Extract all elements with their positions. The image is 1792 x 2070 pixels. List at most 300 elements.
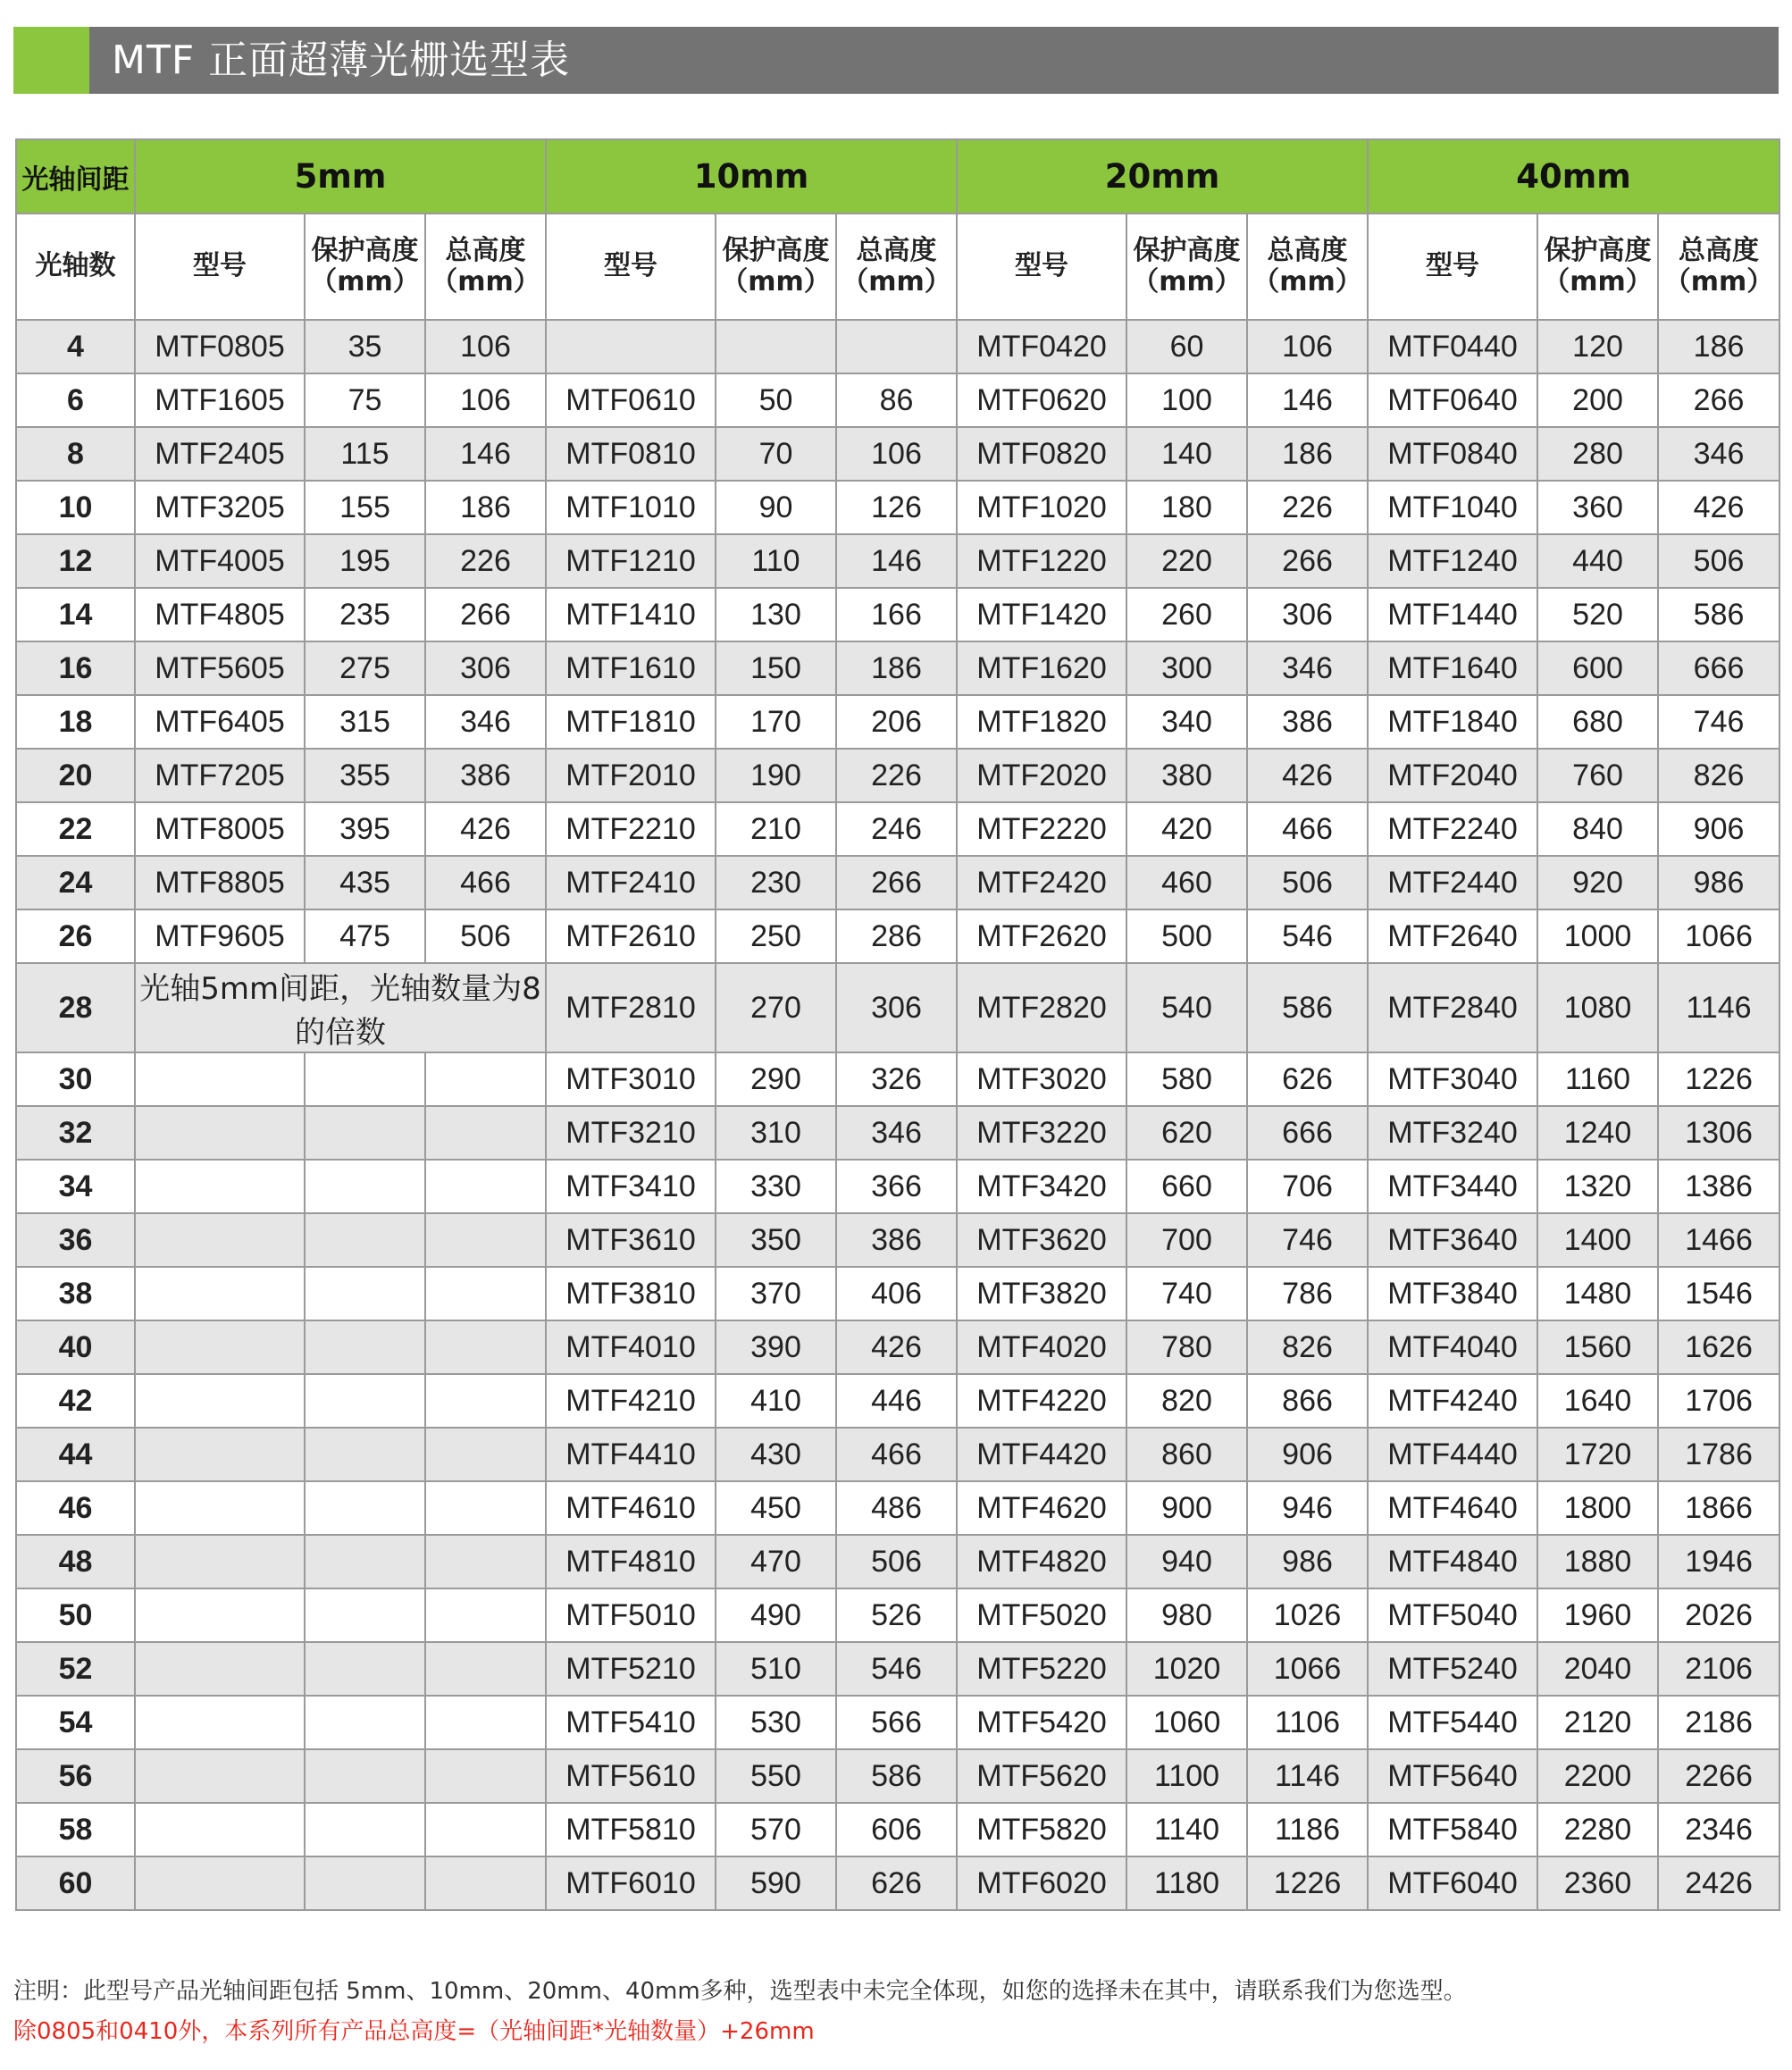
total-height-cell: 166 (836, 588, 957, 641)
total-height-cell: 666 (1658, 641, 1779, 695)
model-cell: MTF5810 (546, 1803, 716, 1856)
protection-height-cell: 260 (1126, 588, 1247, 641)
total-height-cell: 826 (1658, 749, 1779, 802)
protection-height-cell (305, 1535, 425, 1588)
model-cell: MTF1210 (546, 534, 716, 588)
header-unit: （mm） (842, 265, 951, 298)
footnote-formula: 除0805和0410外，本系列所有产品总高度=（光轴间距*光轴数量）+26mm (13, 2018, 815, 2045)
model-cell (135, 1160, 305, 1213)
model-cell: MTF2640 (1368, 909, 1537, 963)
model-cell (135, 1320, 305, 1374)
table-row (16, 534, 1779, 588)
total-height-cell (425, 1213, 546, 1267)
table-row (16, 427, 1779, 481)
model-cell (135, 1642, 305, 1696)
total-height-cell: 246 (836, 802, 957, 856)
header-unit: （mm） (310, 265, 420, 298)
total-height-cell: 1226 (1247, 1856, 1368, 1910)
total-height-column-header (836, 214, 957, 320)
axis-count-cell: 24 (16, 856, 135, 909)
model-cell: MTF2440 (1368, 856, 1537, 909)
model-cell: MTF6010 (546, 1856, 716, 1910)
total-height-cell (425, 1106, 546, 1160)
protection-height-cell: 390 (716, 1320, 836, 1374)
total-height-cell (425, 1160, 546, 1213)
total-height-cell: 1306 (1658, 1106, 1779, 1160)
table-row (16, 1428, 1779, 1481)
total-height-cell: 286 (836, 909, 957, 963)
total-height-cell (425, 1749, 546, 1803)
table-row (16, 1856, 1779, 1910)
protection-height-cell: 620 (1126, 1106, 1247, 1160)
model-cell: MTF4240 (1368, 1374, 1537, 1428)
model-cell: MTF2820 (957, 963, 1126, 1052)
total-height-cell (425, 1267, 546, 1320)
axis-count-cell: 30 (16, 1052, 135, 1106)
model-cell: MTF8805 (135, 856, 305, 909)
protection-height-cell: 1960 (1537, 1588, 1658, 1642)
protection-height-cell: 2200 (1537, 1749, 1658, 1803)
model-cell: MTF1240 (1368, 534, 1537, 588)
total-height-cell: 786 (1247, 1267, 1368, 1320)
axis-count-cell: 40 (16, 1320, 135, 1374)
total-height-cell: 266 (1658, 373, 1779, 427)
total-height-cell: 1226 (1658, 1052, 1779, 1106)
protection-height-cell: 940 (1126, 1535, 1247, 1588)
total-height-cell: 2266 (1658, 1749, 1779, 1803)
model-cell (135, 1374, 305, 1428)
model-cell: MTF1440 (1368, 588, 1537, 641)
total-height-cell: 186 (836, 641, 957, 695)
model-cell: MTF5040 (1368, 1588, 1537, 1642)
spacing-5mm-header: 5mm (135, 139, 546, 214)
protection-height-column-header (305, 214, 425, 320)
protection-height-cell: 1640 (1537, 1374, 1658, 1428)
model-cell: MTF5840 (1368, 1803, 1537, 1856)
axis-count-cell: 12 (16, 534, 135, 588)
model-cell: MTF3220 (957, 1106, 1126, 1160)
selection-table (15, 138, 1780, 1911)
total-height-cell: 566 (836, 1696, 957, 1749)
table-row (16, 695, 1779, 749)
protection-height-cell: 740 (1126, 1267, 1247, 1320)
total-height-cell: 386 (836, 1213, 957, 1267)
table-row (16, 1481, 1779, 1535)
model-cell (135, 1267, 305, 1320)
total-height-cell: 426 (836, 1320, 957, 1374)
model-cell: MTF3240 (1368, 1106, 1537, 1160)
title-accent-block (13, 27, 89, 94)
total-height-cell: 2346 (1658, 1803, 1779, 1856)
table-row (16, 1696, 1779, 1749)
total-height-column-header (425, 214, 546, 320)
total-height-cell: 1626 (1658, 1320, 1779, 1374)
axis-count-cell: 52 (16, 1642, 135, 1696)
table-row (16, 1535, 1779, 1588)
model-cell: MTF3040 (1368, 1052, 1537, 1106)
model-cell (135, 1803, 305, 1856)
model-cell: MTF2210 (546, 802, 716, 856)
model-cell: MTF2040 (1368, 749, 1537, 802)
total-height-column-header (1658, 214, 1779, 320)
model-cell (135, 1106, 305, 1160)
total-height-cell: 1106 (1247, 1696, 1368, 1749)
total-height-cell: 1146 (1658, 963, 1779, 1052)
model-cell (135, 1213, 305, 1267)
protection-height-cell: 2120 (1537, 1696, 1658, 1749)
model-cell: MTF5210 (546, 1642, 716, 1696)
model-cell: MTF5620 (957, 1749, 1126, 1803)
protection-height-cell (305, 1481, 425, 1535)
total-height-cell: 146 (1247, 373, 1368, 427)
total-height-cell: 1866 (1658, 1481, 1779, 1535)
spacing-label: 光轴间距 (16, 139, 135, 214)
header-label: 总高度 (856, 235, 937, 266)
model-cell: MTF0820 (957, 427, 1126, 481)
table-row (16, 373, 1779, 427)
footnote-general: 注明：此型号产品光轴间距包括 5mm、10mm、20mm、40mm多种，选型表中未完全体现，如您的选择未在其中，请联系我们为您选型。 (13, 1978, 1467, 2005)
total-height-cell: 906 (1247, 1428, 1368, 1481)
model-cell: MTF5020 (957, 1588, 1126, 1642)
protection-height-cell: 130 (716, 588, 836, 641)
protection-height-cell: 1720 (1537, 1428, 1658, 1481)
total-height-cell: 386 (1247, 695, 1368, 749)
protection-height-cell: 490 (716, 1588, 836, 1642)
protection-height-cell: 820 (1126, 1374, 1247, 1428)
protection-height-cell: 280 (1537, 427, 1658, 481)
axis-count-cell: 42 (16, 1374, 135, 1428)
protection-height-cell (305, 1803, 425, 1856)
axis-count-cell: 16 (16, 641, 135, 695)
total-height-cell: 706 (1247, 1160, 1368, 1213)
protection-height-cell: 520 (1537, 588, 1658, 641)
total-height-cell: 1466 (1658, 1213, 1779, 1267)
total-height-cell: 586 (836, 1749, 957, 1803)
protection-height-cell: 600 (1537, 641, 1658, 695)
protection-height-cell: 530 (716, 1696, 836, 1749)
model-cell: MTF1410 (546, 588, 716, 641)
model-cell (135, 1481, 305, 1535)
spacing-40mm-header: 40mm (1368, 139, 1779, 214)
axis-count-cell: 10 (16, 481, 135, 534)
total-height-cell: 506 (1658, 534, 1779, 588)
header-label: 总高度 (445, 235, 526, 266)
model-cell: MTF3440 (1368, 1160, 1537, 1213)
protection-height-cell: 470 (716, 1535, 836, 1588)
model-cell: MTF2410 (546, 856, 716, 909)
table-row (16, 1374, 1779, 1428)
total-height-cell: 346 (1247, 641, 1368, 695)
model-cell: MTF1640 (1368, 641, 1537, 695)
total-height-cell: 1186 (1247, 1803, 1368, 1856)
table-row (16, 909, 1779, 963)
header-unit: （mm） (1252, 265, 1362, 298)
total-height-cell: 306 (836, 963, 957, 1052)
total-height-cell: 226 (1247, 481, 1368, 534)
protection-height-cell: 290 (716, 1052, 836, 1106)
protection-height-cell: 700 (1126, 1213, 1247, 1267)
protection-height-cell: 150 (716, 641, 836, 695)
protection-height-cell: 2280 (1537, 1803, 1658, 1856)
model-cell: MTF0610 (546, 373, 716, 427)
total-height-cell: 946 (1247, 1481, 1368, 1535)
model-cell: MTF3840 (1368, 1267, 1537, 1320)
total-height-cell: 306 (425, 641, 546, 695)
total-height-cell: 266 (425, 588, 546, 641)
total-height-cell: 906 (1658, 802, 1779, 856)
axis-count-cell: 6 (16, 373, 135, 427)
total-height-cell: 506 (836, 1535, 957, 1588)
model-cell (135, 1856, 305, 1910)
total-height-cell: 626 (1247, 1052, 1368, 1106)
protection-height-cell: 35 (305, 320, 425, 373)
table-row (16, 1588, 1779, 1642)
total-height-cell: 666 (1247, 1106, 1368, 1160)
protection-height-cell: 840 (1537, 802, 1658, 856)
protection-height-cell: 270 (716, 963, 836, 1052)
model-cell: MTF5010 (546, 1588, 716, 1642)
protection-height-cell: 200 (1537, 373, 1658, 427)
table-row (16, 856, 1779, 909)
protection-height-cell: 1320 (1537, 1160, 1658, 1213)
protection-height-cell: 355 (305, 749, 425, 802)
model-column-header: 型号 (1368, 214, 1537, 320)
total-height-cell: 746 (1247, 1213, 1368, 1267)
protection-height-cell: 115 (305, 427, 425, 481)
protection-height-cell: 1020 (1126, 1642, 1247, 1696)
axis-count-cell: 22 (16, 802, 135, 856)
total-height-cell: 526 (836, 1588, 957, 1642)
total-height-cell: 366 (836, 1160, 957, 1213)
model-cell: MTF4020 (957, 1320, 1126, 1374)
total-height-cell: 546 (1247, 909, 1368, 963)
total-height-cell: 106 (1247, 320, 1368, 373)
header-unit: （mm） (431, 265, 540, 298)
protection-height-cell: 170 (716, 695, 836, 749)
model-cell: MTF1840 (1368, 695, 1537, 749)
model-cell: MTF7205 (135, 749, 305, 802)
total-height-cell: 466 (425, 856, 546, 909)
protection-height-cell: 60 (1126, 320, 1247, 373)
total-height-cell: 1386 (1658, 1160, 1779, 1213)
total-height-cell: 826 (1247, 1320, 1368, 1374)
protection-height-cell: 460 (1126, 856, 1247, 909)
protection-height-cell: 1060 (1126, 1696, 1247, 1749)
protection-height-cell: 70 (716, 427, 836, 481)
header-label: 保护高度 (722, 235, 830, 266)
model-cell: MTF2010 (546, 749, 716, 802)
axis-count-cell: 48 (16, 1535, 135, 1588)
total-height-cell: 506 (425, 909, 546, 963)
model-cell: MTF3205 (135, 481, 305, 534)
model-cell: MTF5220 (957, 1642, 1126, 1696)
protection-height-cell (305, 1374, 425, 1428)
column-header-row (16, 214, 1779, 320)
protection-height-cell: 1100 (1126, 1749, 1247, 1803)
total-height-cell: 326 (836, 1052, 957, 1106)
protection-height-column-header (716, 214, 836, 320)
axis-count-cell: 14 (16, 588, 135, 641)
total-height-cell: 586 (1658, 588, 1779, 641)
model-cell: MTF2840 (1368, 963, 1537, 1052)
header-label: 总高度 (1267, 235, 1348, 266)
protection-height-cell (305, 1106, 425, 1160)
total-height-column-header (1247, 214, 1368, 320)
total-height-cell: 406 (836, 1267, 957, 1320)
total-height-cell: 106 (836, 427, 957, 481)
total-height-cell: 306 (1247, 588, 1368, 641)
model-cell (135, 1749, 305, 1803)
model-cell (135, 1428, 305, 1481)
protection-height-cell: 340 (1126, 695, 1247, 749)
protection-height-cell (305, 1642, 425, 1696)
axis-count-cell: 20 (16, 749, 135, 802)
total-height-cell: 546 (836, 1642, 957, 1696)
total-height-cell: 866 (1247, 1374, 1368, 1428)
protection-height-cell: 100 (1126, 373, 1247, 427)
protection-height-cell: 235 (305, 588, 425, 641)
spacing-header-row (16, 139, 1779, 214)
model-cell: MTF5420 (957, 1696, 1126, 1749)
page-title: MTF 正面超薄光栅选型表 (112, 38, 571, 83)
total-height-cell (425, 1320, 546, 1374)
protection-height-cell (305, 1052, 425, 1106)
model-cell: MTF1605 (135, 373, 305, 427)
protection-height-cell (305, 1428, 425, 1481)
total-height-cell: 2426 (1658, 1856, 1779, 1910)
total-height-cell: 146 (836, 534, 957, 588)
protection-height-cell (305, 1160, 425, 1213)
protection-height-cell: 450 (716, 1481, 836, 1535)
model-cell: MTF5605 (135, 641, 305, 695)
table-row (16, 1052, 1779, 1106)
axis-count-cell: 56 (16, 1749, 135, 1803)
total-height-cell: 346 (425, 695, 546, 749)
model-cell: MTF4620 (957, 1481, 1126, 1535)
protection-height-cell: 250 (716, 909, 836, 963)
model-cell: MTF4610 (546, 1481, 716, 1535)
protection-height-cell: 75 (305, 373, 425, 427)
total-height-cell: 2106 (1658, 1642, 1779, 1696)
total-height-cell (425, 1696, 546, 1749)
total-height-cell: 986 (1658, 856, 1779, 909)
protection-height-cell: 920 (1537, 856, 1658, 909)
model-cell: MTF2610 (546, 909, 716, 963)
protection-height-cell: 860 (1126, 1428, 1247, 1481)
protection-height-cell: 980 (1126, 1588, 1247, 1642)
model-cell: MTF5820 (957, 1803, 1126, 1856)
axis-count-cell: 4 (16, 320, 135, 373)
table-row (16, 481, 1779, 534)
total-height-cell: 506 (1247, 856, 1368, 909)
protection-height-cell: 275 (305, 641, 425, 695)
model-column-header: 型号 (957, 214, 1126, 320)
protection-height-cell: 1480 (1537, 1267, 1658, 1320)
total-height-cell: 466 (836, 1428, 957, 1481)
header-label: 保护高度 (311, 235, 419, 266)
protection-height-cell: 1800 (1537, 1481, 1658, 1535)
table-row (16, 1749, 1779, 1803)
table-row (16, 641, 1779, 695)
protection-height-cell: 370 (716, 1267, 836, 1320)
protection-height-cell (305, 1320, 425, 1374)
model-cell: MTF5410 (546, 1696, 716, 1749)
model-cell (135, 1052, 305, 1106)
model-cell: MTF4840 (1368, 1535, 1537, 1588)
model-cell: MTF4005 (135, 534, 305, 588)
protection-height-cell: 500 (1126, 909, 1247, 963)
protection-height-cell: 315 (305, 695, 425, 749)
axis-count-cell: 32 (16, 1106, 135, 1160)
model-cell (135, 1535, 305, 1588)
protection-height-cell (305, 1696, 425, 1749)
total-height-cell: 1146 (1247, 1749, 1368, 1803)
axis-count-cell: 60 (16, 1856, 135, 1910)
model-cell: MTF1040 (1368, 481, 1537, 534)
total-height-cell: 586 (1247, 963, 1368, 1052)
total-height-cell: 1026 (1247, 1588, 1368, 1642)
model-cell: MTF4805 (135, 588, 305, 641)
total-height-cell (425, 1588, 546, 1642)
axis-count-cell: 46 (16, 1481, 135, 1535)
axis-count-cell: 8 (16, 427, 135, 481)
model-cell: MTF5440 (1368, 1696, 1537, 1749)
total-height-cell: 206 (836, 695, 957, 749)
title-bar (13, 27, 1779, 94)
total-height-cell: 146 (425, 427, 546, 481)
protection-height-cell: 1080 (1537, 963, 1658, 1052)
axis-count-cell: 26 (16, 909, 135, 963)
model-cell: MTF9605 (135, 909, 305, 963)
total-height-cell (425, 1803, 546, 1856)
table-row (16, 1803, 1779, 1856)
model-cell: MTF2405 (135, 427, 305, 481)
model-cell: MTF3020 (957, 1052, 1126, 1106)
protection-height-cell: 580 (1126, 1052, 1247, 1106)
model-cell: MTF3810 (546, 1267, 716, 1320)
model-cell (135, 1588, 305, 1642)
spacing-20mm-header: 20mm (957, 139, 1368, 214)
table-body (16, 320, 1779, 1910)
model-cell: MTF2620 (957, 909, 1126, 963)
table-row (16, 1320, 1779, 1374)
model-cell: MTF4410 (546, 1428, 716, 1481)
protection-height-cell: 780 (1126, 1320, 1247, 1374)
protection-height-cell: 380 (1126, 749, 1247, 802)
model-cell: MTF1010 (546, 481, 716, 534)
spacing-10mm-header: 10mm (546, 139, 957, 214)
protection-height-cell: 210 (716, 802, 836, 856)
total-height-cell (425, 1642, 546, 1696)
total-height-cell: 426 (425, 802, 546, 856)
model-cell: MTF0420 (957, 320, 1126, 373)
axis-count-cell: 54 (16, 1696, 135, 1749)
protection-height-cell (305, 1588, 425, 1642)
total-height-cell: 226 (836, 749, 957, 802)
model-cell: MTF8005 (135, 802, 305, 856)
axis-count-cell: 58 (16, 1803, 135, 1856)
total-height-cell (425, 1428, 546, 1481)
protection-height-cell: 1000 (1537, 909, 1658, 963)
protection-height-cell (305, 1267, 425, 1320)
protection-height-cell: 2360 (1537, 1856, 1658, 1910)
model-cell: MTF3010 (546, 1052, 716, 1106)
total-height-cell (425, 1856, 546, 1910)
model-cell: MTF3410 (546, 1160, 716, 1213)
protection-height-cell: 475 (305, 909, 425, 963)
protection-height-cell: 220 (1126, 534, 1247, 588)
header-unit: （mm） (721, 265, 831, 298)
